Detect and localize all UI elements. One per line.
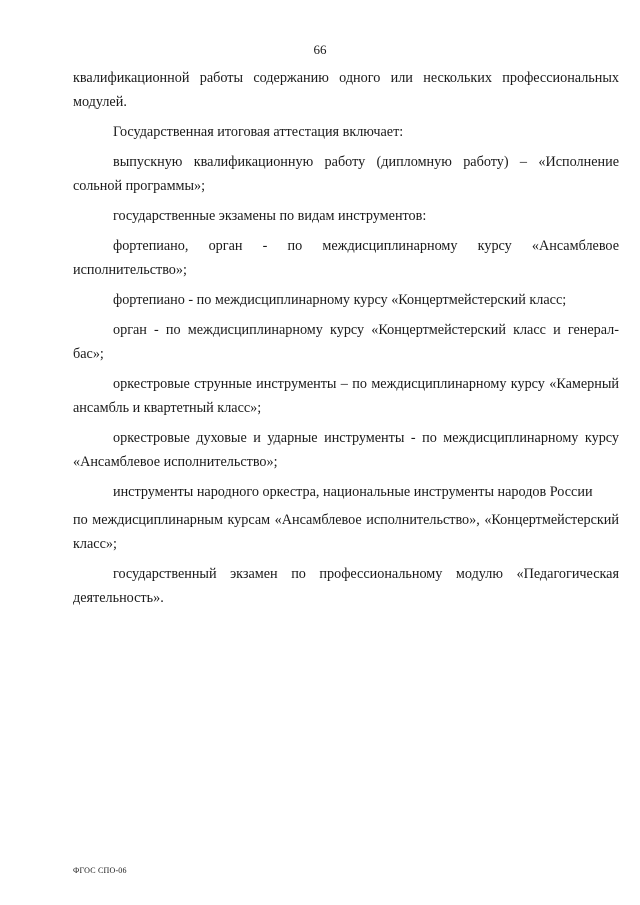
paragraph-wind-percussion: оркестровые духовые и ударные инструменты - по междисциплинарному курсу «Ансамблевое исполнительство»;: [73, 430, 619, 470]
paragraph-string-instruments: оркестровые струнные инструменты – по междисциплинарному курсу «Камерный ансамбль и квартетный класс»;: [73, 376, 619, 416]
paragraph-state-exams-intro: государственные экзамены по видам инструментов:: [113, 208, 427, 224]
paragraph-continuation: квалификационной работы содержанию одного или нескольких профессиональных модулей.: [73, 70, 619, 110]
document-footer: ФГОС СПО-06: [73, 866, 127, 875]
paragraph-pedagogical-exam: государственный экзамен по профессиональному модулю «Педагогическая деятельность».: [73, 566, 619, 606]
paragraph-organ-accompanist: орган - по междисциплинарному курсу «Концертмейстерский класс и генерал-бас»;: [73, 322, 619, 362]
paragraph-piano-accompanist: фортепиано - по междисциплинарному курсу «Концертмейстерский класс;: [113, 292, 567, 308]
paragraph-attestation-intro: Государственная итоговая аттестация включает:: [113, 124, 404, 140]
document-body: [73, 66, 619, 616]
paragraph-folk-courses: по междисциплинарным курсам «Ансамблевое исполнительство», «Концертмейстерский класс»;: [73, 512, 619, 552]
paragraph-graduation-work: выпускную квалификационную работу (дипломную работу) – «Исполнение сольной программы»;: [73, 154, 619, 194]
paragraph-folk-instruments: инструменты народного оркестра, национальные инструменты народов России: [113, 484, 593, 500]
page-number: 66: [313, 42, 327, 57]
paragraph-piano-organ: фортепиано, орган - по междисциплинарному курсу «Ансамблевое исполнительство»;: [73, 238, 619, 278]
